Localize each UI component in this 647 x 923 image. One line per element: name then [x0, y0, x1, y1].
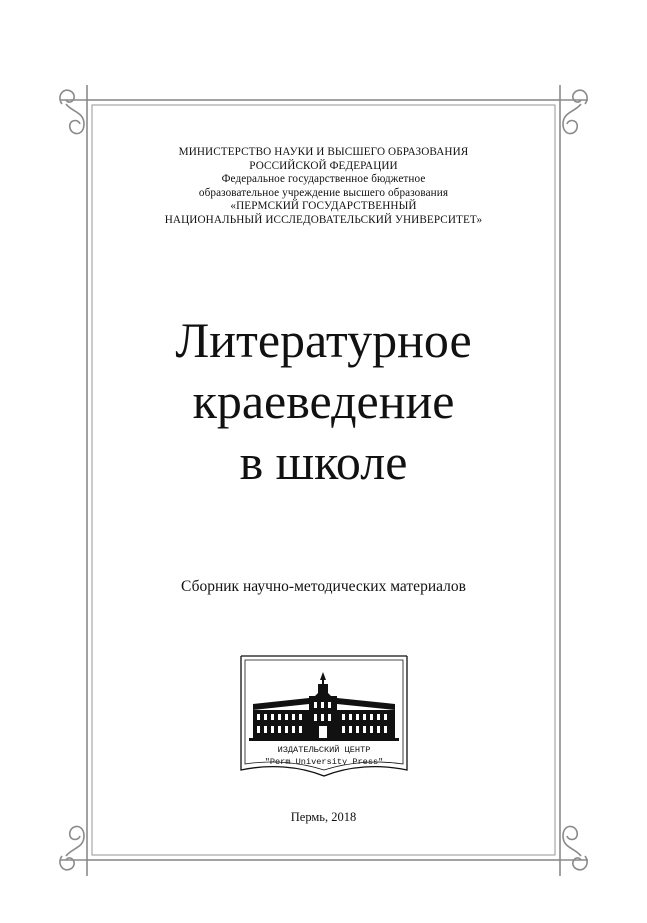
header-line: РОССИЙСКОЙ ФЕДЕРАЦИИ [249, 159, 398, 172]
publisher-logo [239, 654, 409, 779]
institution-header [0, 146, 647, 228]
header-line: образовательное учреждение высшего образования [198, 186, 449, 199]
book-subtitle: Сборник научно-методических материалов [181, 578, 466, 595]
title-line: краеведение [192, 373, 455, 429]
header-line: «ПЕРМСКИЙ ГОСУДАРСТВЕННЫЙ [230, 200, 417, 213]
publisher-name: ИЗДАТЕЛЬСКИЙ ЦЕНТР [277, 745, 371, 755]
book-title [0, 310, 647, 493]
title-line: Литературное [175, 312, 472, 368]
header-line: Федеральное государственное бюджетное [221, 173, 426, 186]
header-line: НАЦИОНАЛЬНЫЙ ИССЛЕДОВАТЕЛЬСКИЙ УНИВЕРСИТЕТ» [164, 213, 483, 226]
imprint-city-year: Пермь, 2018 [290, 810, 357, 824]
publisher-press-name: "Perm University Press" [264, 757, 384, 767]
header-line: МИНИСТЕРСТВО НАУКИ И ВЫСШЕГО ОБРАЗОВАНИЯ [178, 146, 469, 158]
title-line: в школе [239, 434, 408, 490]
